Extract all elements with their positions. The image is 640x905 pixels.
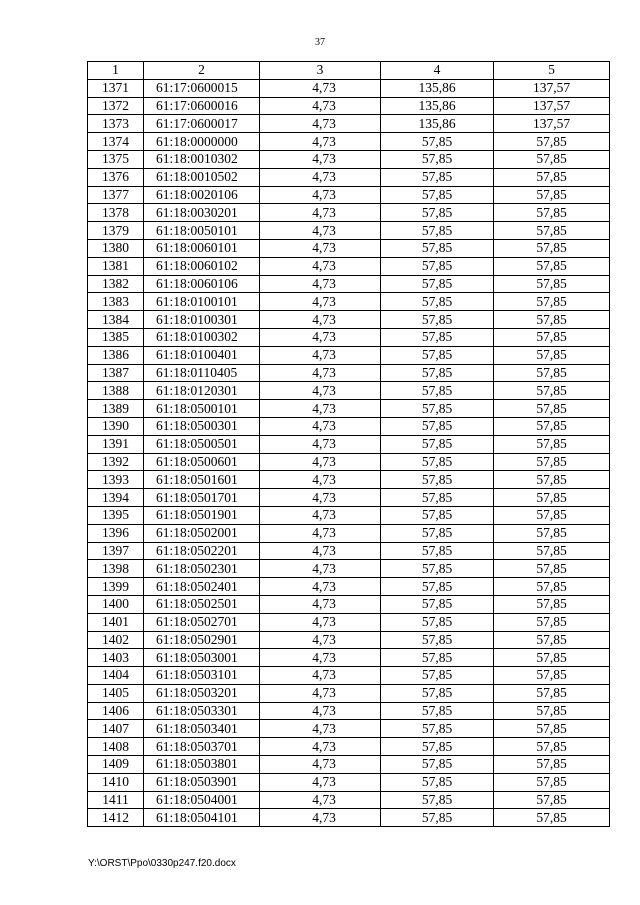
table-cell: 57,85 xyxy=(494,649,610,667)
column-header: 1 xyxy=(88,62,144,80)
table-row xyxy=(88,239,610,257)
table-row xyxy=(88,222,610,240)
table-cell: 61:18:0502201 xyxy=(144,542,260,560)
table-row xyxy=(88,809,610,827)
table-cell: 4,73 xyxy=(260,168,381,186)
table-cell: 1388 xyxy=(88,382,144,400)
table-cell: 57,85 xyxy=(494,667,610,685)
table-cell: 57,85 xyxy=(381,239,494,257)
column-header: 2 xyxy=(144,62,260,80)
table-cell: 1372 xyxy=(88,97,144,115)
table-cell: 57,85 xyxy=(381,756,494,774)
table-cell: 57,85 xyxy=(381,791,494,809)
table-row xyxy=(88,346,610,364)
table-cell: 4,73 xyxy=(260,756,381,774)
table-cell: 57,85 xyxy=(381,720,494,738)
table-row xyxy=(88,435,610,453)
table-cell: 61:18:0501601 xyxy=(144,471,260,489)
table-cell: 57,85 xyxy=(494,506,610,524)
table-cell: 57,85 xyxy=(494,595,610,613)
table-cell: 4,73 xyxy=(260,382,381,400)
table-cell: 57,85 xyxy=(381,471,494,489)
table-cell: 4,73 xyxy=(260,239,381,257)
table-cell: 1412 xyxy=(88,809,144,827)
table-cell: 61:18:0500501 xyxy=(144,435,260,453)
table-cell: 1380 xyxy=(88,239,144,257)
table-cell: 1374 xyxy=(88,133,144,151)
table-cell: 4,73 xyxy=(260,667,381,685)
table-cell: 57,85 xyxy=(494,489,610,507)
table-cell: 137,57 xyxy=(494,115,610,133)
table-cell: 1386 xyxy=(88,346,144,364)
table-row xyxy=(88,453,610,471)
column-header: 4 xyxy=(381,62,494,80)
table-cell: 61:18:0500101 xyxy=(144,400,260,418)
table-cell: 61:18:0020106 xyxy=(144,186,260,204)
table-row xyxy=(88,489,610,507)
table-row xyxy=(88,364,610,382)
table-cell: 61:18:0500301 xyxy=(144,417,260,435)
table-cell: 61:18:0504101 xyxy=(144,809,260,827)
table-cell: 4,73 xyxy=(260,311,381,329)
table-cell: 1381 xyxy=(88,257,144,275)
table-cell: 57,85 xyxy=(381,773,494,791)
table-cell: 1377 xyxy=(88,186,144,204)
table-row xyxy=(88,560,610,578)
table-cell: 4,73 xyxy=(260,649,381,667)
table-cell: 4,73 xyxy=(260,738,381,756)
table-cell: 4,73 xyxy=(260,560,381,578)
table-cell: 61:18:0503101 xyxy=(144,667,260,685)
table-row xyxy=(88,417,610,435)
table-cell: 1400 xyxy=(88,595,144,613)
table-cell: 61:18:0030201 xyxy=(144,204,260,222)
table-cell: 1407 xyxy=(88,720,144,738)
table-cell: 1371 xyxy=(88,79,144,97)
table-cell: 57,85 xyxy=(381,275,494,293)
table-cell: 57,85 xyxy=(494,453,610,471)
table-cell: 4,73 xyxy=(260,364,381,382)
page-number: 37 xyxy=(315,37,325,48)
table-cell: 4,73 xyxy=(260,453,381,471)
table-cell: 57,85 xyxy=(494,756,610,774)
table-cell: 1394 xyxy=(88,489,144,507)
table-cell: 61:18:0503401 xyxy=(144,720,260,738)
table-cell: 57,85 xyxy=(494,720,610,738)
table-cell: 137,57 xyxy=(494,97,610,115)
table-cell: 57,85 xyxy=(381,328,494,346)
table-cell: 61:18:0500601 xyxy=(144,453,260,471)
table-cell: 1392 xyxy=(88,453,144,471)
table-cell: 4,73 xyxy=(260,471,381,489)
table-cell: 57,85 xyxy=(494,631,610,649)
table-cell: 4,73 xyxy=(260,186,381,204)
table-cell: 1385 xyxy=(88,328,144,346)
table-cell: 61:17:0600016 xyxy=(144,97,260,115)
table-cell: 1389 xyxy=(88,400,144,418)
table-cell: 4,73 xyxy=(260,328,381,346)
table-cell: 57,85 xyxy=(494,346,610,364)
table-cell: 1398 xyxy=(88,560,144,578)
table-cell: 57,85 xyxy=(381,613,494,631)
table-row xyxy=(88,275,610,293)
table-cell: 57,85 xyxy=(494,311,610,329)
table-cell: 4,73 xyxy=(260,435,381,453)
table-cell: 4,73 xyxy=(260,773,381,791)
table-cell: 4,73 xyxy=(260,631,381,649)
table-cell: 1401 xyxy=(88,613,144,631)
footer-file-path: Y:\ORST\Ppo\0330p247.f20.docx xyxy=(88,858,236,869)
table-cell: 57,85 xyxy=(381,560,494,578)
table-cell: 61:17:0600017 xyxy=(144,115,260,133)
table-cell: 57,85 xyxy=(494,400,610,418)
table-row xyxy=(88,524,610,542)
table-cell: 57,85 xyxy=(494,293,610,311)
table-body xyxy=(88,79,610,826)
table-cell: 61:18:0502901 xyxy=(144,631,260,649)
table-cell: 1410 xyxy=(88,773,144,791)
table-cell: 57,85 xyxy=(494,364,610,382)
table-cell: 61:18:0100302 xyxy=(144,328,260,346)
table-cell: 4,73 xyxy=(260,595,381,613)
table-cell: 57,85 xyxy=(381,400,494,418)
table-cell: 57,85 xyxy=(381,524,494,542)
table-cell: 1373 xyxy=(88,115,144,133)
table-row xyxy=(88,311,610,329)
table-cell: 4,73 xyxy=(260,293,381,311)
table-cell: 57,85 xyxy=(381,595,494,613)
table-row xyxy=(88,578,610,596)
table-row xyxy=(88,471,610,489)
table-cell: 61:18:0060101 xyxy=(144,239,260,257)
table-cell: 1393 xyxy=(88,471,144,489)
table-cell: 61:18:0503701 xyxy=(144,738,260,756)
table-cell: 57,85 xyxy=(494,204,610,222)
table-cell: 61:18:0060106 xyxy=(144,275,260,293)
table-cell: 4,73 xyxy=(260,97,381,115)
table-row xyxy=(88,400,610,418)
table-cell: 57,85 xyxy=(494,684,610,702)
table-row xyxy=(88,382,610,400)
table-row xyxy=(88,204,610,222)
table-cell: 61:18:0120301 xyxy=(144,382,260,400)
table-cell: 57,85 xyxy=(494,738,610,756)
table-cell: 57,85 xyxy=(494,186,610,204)
table-cell: 4,73 xyxy=(260,222,381,240)
column-header: 3 xyxy=(260,62,381,80)
table-row xyxy=(88,791,610,809)
table-cell: 4,73 xyxy=(260,275,381,293)
table-cell: 57,85 xyxy=(494,382,610,400)
table-cell: 57,85 xyxy=(494,578,610,596)
table-row xyxy=(88,613,610,631)
table-cell: 57,85 xyxy=(381,346,494,364)
table-cell: 57,85 xyxy=(494,417,610,435)
table-row xyxy=(88,328,610,346)
table-cell: 1383 xyxy=(88,293,144,311)
table-cell: 61:18:0010302 xyxy=(144,150,260,168)
table-cell: 4,73 xyxy=(260,489,381,507)
table-row xyxy=(88,257,610,275)
table-cell: 1379 xyxy=(88,222,144,240)
table-row xyxy=(88,684,610,702)
table-row xyxy=(88,756,610,774)
table-row xyxy=(88,168,610,186)
table-cell: 61:18:0050101 xyxy=(144,222,260,240)
table-cell: 4,73 xyxy=(260,809,381,827)
tariff-table xyxy=(87,61,610,827)
table-cell: 61:18:0110405 xyxy=(144,364,260,382)
table-cell: 57,85 xyxy=(494,809,610,827)
table-cell: 57,85 xyxy=(381,489,494,507)
table-row xyxy=(88,79,610,97)
table-cell: 57,85 xyxy=(494,222,610,240)
table-cell: 61:18:0502301 xyxy=(144,560,260,578)
table-cell: 1375 xyxy=(88,150,144,168)
table-cell: 57,85 xyxy=(381,150,494,168)
table-cell: 61:18:0100301 xyxy=(144,311,260,329)
table-cell: 57,85 xyxy=(381,222,494,240)
table-cell: 57,85 xyxy=(381,506,494,524)
table-row xyxy=(88,631,610,649)
table-cell: 4,73 xyxy=(260,578,381,596)
table-cell: 57,85 xyxy=(381,631,494,649)
table-cell: 1384 xyxy=(88,311,144,329)
table-cell: 57,85 xyxy=(381,738,494,756)
table-cell: 57,85 xyxy=(381,542,494,560)
table-cell: 57,85 xyxy=(494,257,610,275)
table-cell: 57,85 xyxy=(381,578,494,596)
table-row xyxy=(88,595,610,613)
table-cell: 57,85 xyxy=(494,275,610,293)
table-row xyxy=(88,738,610,756)
table-row xyxy=(88,720,610,738)
table-cell: 4,73 xyxy=(260,720,381,738)
table-cell: 4,73 xyxy=(260,204,381,222)
table-cell: 57,85 xyxy=(381,684,494,702)
table-cell: 57,85 xyxy=(381,453,494,471)
table-cell: 135,86 xyxy=(381,79,494,97)
table-cell: 4,73 xyxy=(260,506,381,524)
table-cell: 4,73 xyxy=(260,346,381,364)
table-cell: 4,73 xyxy=(260,115,381,133)
table-cell: 57,85 xyxy=(494,435,610,453)
table-cell: 61:18:0502401 xyxy=(144,578,260,596)
table-cell: 1403 xyxy=(88,649,144,667)
table-cell: 1397 xyxy=(88,542,144,560)
table-cell: 61:18:0100101 xyxy=(144,293,260,311)
table-cell: 61:18:0060102 xyxy=(144,257,260,275)
table-cell: 61:18:0000000 xyxy=(144,133,260,151)
table-cell: 1404 xyxy=(88,667,144,685)
table-cell: 1411 xyxy=(88,791,144,809)
table-cell: 1396 xyxy=(88,524,144,542)
table-cell: 61:18:0503801 xyxy=(144,756,260,774)
table-cell: 57,85 xyxy=(494,613,610,631)
table-row xyxy=(88,773,610,791)
table-cell: 57,85 xyxy=(381,168,494,186)
table-row xyxy=(88,702,610,720)
table-cell: 1409 xyxy=(88,756,144,774)
table-cell: 1405 xyxy=(88,684,144,702)
table-cell: 61:18:0100401 xyxy=(144,346,260,364)
table-cell: 4,73 xyxy=(260,400,381,418)
table-cell: 4,73 xyxy=(260,150,381,168)
table-cell: 1399 xyxy=(88,578,144,596)
table-cell: 57,85 xyxy=(381,364,494,382)
table-row xyxy=(88,150,610,168)
table-cell: 57,85 xyxy=(494,542,610,560)
table-cell: 1408 xyxy=(88,738,144,756)
table-cell: 57,85 xyxy=(494,791,610,809)
table-cell: 4,73 xyxy=(260,702,381,720)
table-row xyxy=(88,97,610,115)
table-cell: 57,85 xyxy=(381,382,494,400)
table-cell: 61:18:0504001 xyxy=(144,791,260,809)
table-cell: 61:18:0501901 xyxy=(144,506,260,524)
table-cell: 57,85 xyxy=(381,649,494,667)
table-row xyxy=(88,186,610,204)
table-cell: 57,85 xyxy=(381,667,494,685)
table-row xyxy=(88,293,610,311)
table-cell: 57,85 xyxy=(494,560,610,578)
table-cell: 1376 xyxy=(88,168,144,186)
table-cell: 57,85 xyxy=(381,133,494,151)
table-cell: 4,73 xyxy=(260,524,381,542)
table-row xyxy=(88,542,610,560)
table-cell: 57,85 xyxy=(381,417,494,435)
table-cell: 57,85 xyxy=(494,471,610,489)
table-cell: 4,73 xyxy=(260,791,381,809)
table-cell: 135,86 xyxy=(381,97,494,115)
table-cell: 135,86 xyxy=(381,115,494,133)
table-cell: 4,73 xyxy=(260,79,381,97)
table-cell: 4,73 xyxy=(260,542,381,560)
table-cell: 1395 xyxy=(88,506,144,524)
table-cell: 61:18:0503001 xyxy=(144,649,260,667)
table-cell: 57,85 xyxy=(494,773,610,791)
table-cell: 4,73 xyxy=(260,257,381,275)
table-cell: 1402 xyxy=(88,631,144,649)
table-row xyxy=(88,667,610,685)
table-cell: 1382 xyxy=(88,275,144,293)
table-cell: 57,85 xyxy=(494,150,610,168)
table-cell: 57,85 xyxy=(381,186,494,204)
table-cell: 4,73 xyxy=(260,133,381,151)
table-cell: 57,85 xyxy=(381,204,494,222)
table-cell: 57,85 xyxy=(381,293,494,311)
table-cell: 1387 xyxy=(88,364,144,382)
table-cell: 57,85 xyxy=(494,524,610,542)
table-cell: 137,57 xyxy=(494,79,610,97)
table-cell: 61:18:0503201 xyxy=(144,684,260,702)
table-cell: 61:18:0503301 xyxy=(144,702,260,720)
table-cell: 61:18:0501701 xyxy=(144,489,260,507)
table-cell: 61:18:0502001 xyxy=(144,524,260,542)
table-cell: 57,85 xyxy=(494,133,610,151)
table-cell: 4,73 xyxy=(260,417,381,435)
table-cell: 61:18:0502701 xyxy=(144,613,260,631)
table-row xyxy=(88,133,610,151)
table-header-row xyxy=(88,62,610,80)
table-cell: 61:18:0010502 xyxy=(144,168,260,186)
table-cell: 57,85 xyxy=(381,809,494,827)
table-cell: 57,85 xyxy=(494,702,610,720)
table-cell: 57,85 xyxy=(494,239,610,257)
table-cell: 1406 xyxy=(88,702,144,720)
table-cell: 57,85 xyxy=(494,168,610,186)
table-cell: 57,85 xyxy=(381,257,494,275)
table-cell: 61:18:0502501 xyxy=(144,595,260,613)
table-cell: 1378 xyxy=(88,204,144,222)
table-cell: 57,85 xyxy=(381,435,494,453)
table-cell: 4,73 xyxy=(260,684,381,702)
table-cell: 1391 xyxy=(88,435,144,453)
table-cell: 1390 xyxy=(88,417,144,435)
table-cell: 61:17:0600015 xyxy=(144,79,260,97)
table-cell: 57,85 xyxy=(381,311,494,329)
table-cell: 4,73 xyxy=(260,613,381,631)
table-row xyxy=(88,506,610,524)
table-row xyxy=(88,649,610,667)
table-cell: 57,85 xyxy=(381,702,494,720)
table-cell: 57,85 xyxy=(494,328,610,346)
table-row xyxy=(88,115,610,133)
column-header: 5 xyxy=(494,62,610,80)
table-cell: 61:18:0503901 xyxy=(144,773,260,791)
